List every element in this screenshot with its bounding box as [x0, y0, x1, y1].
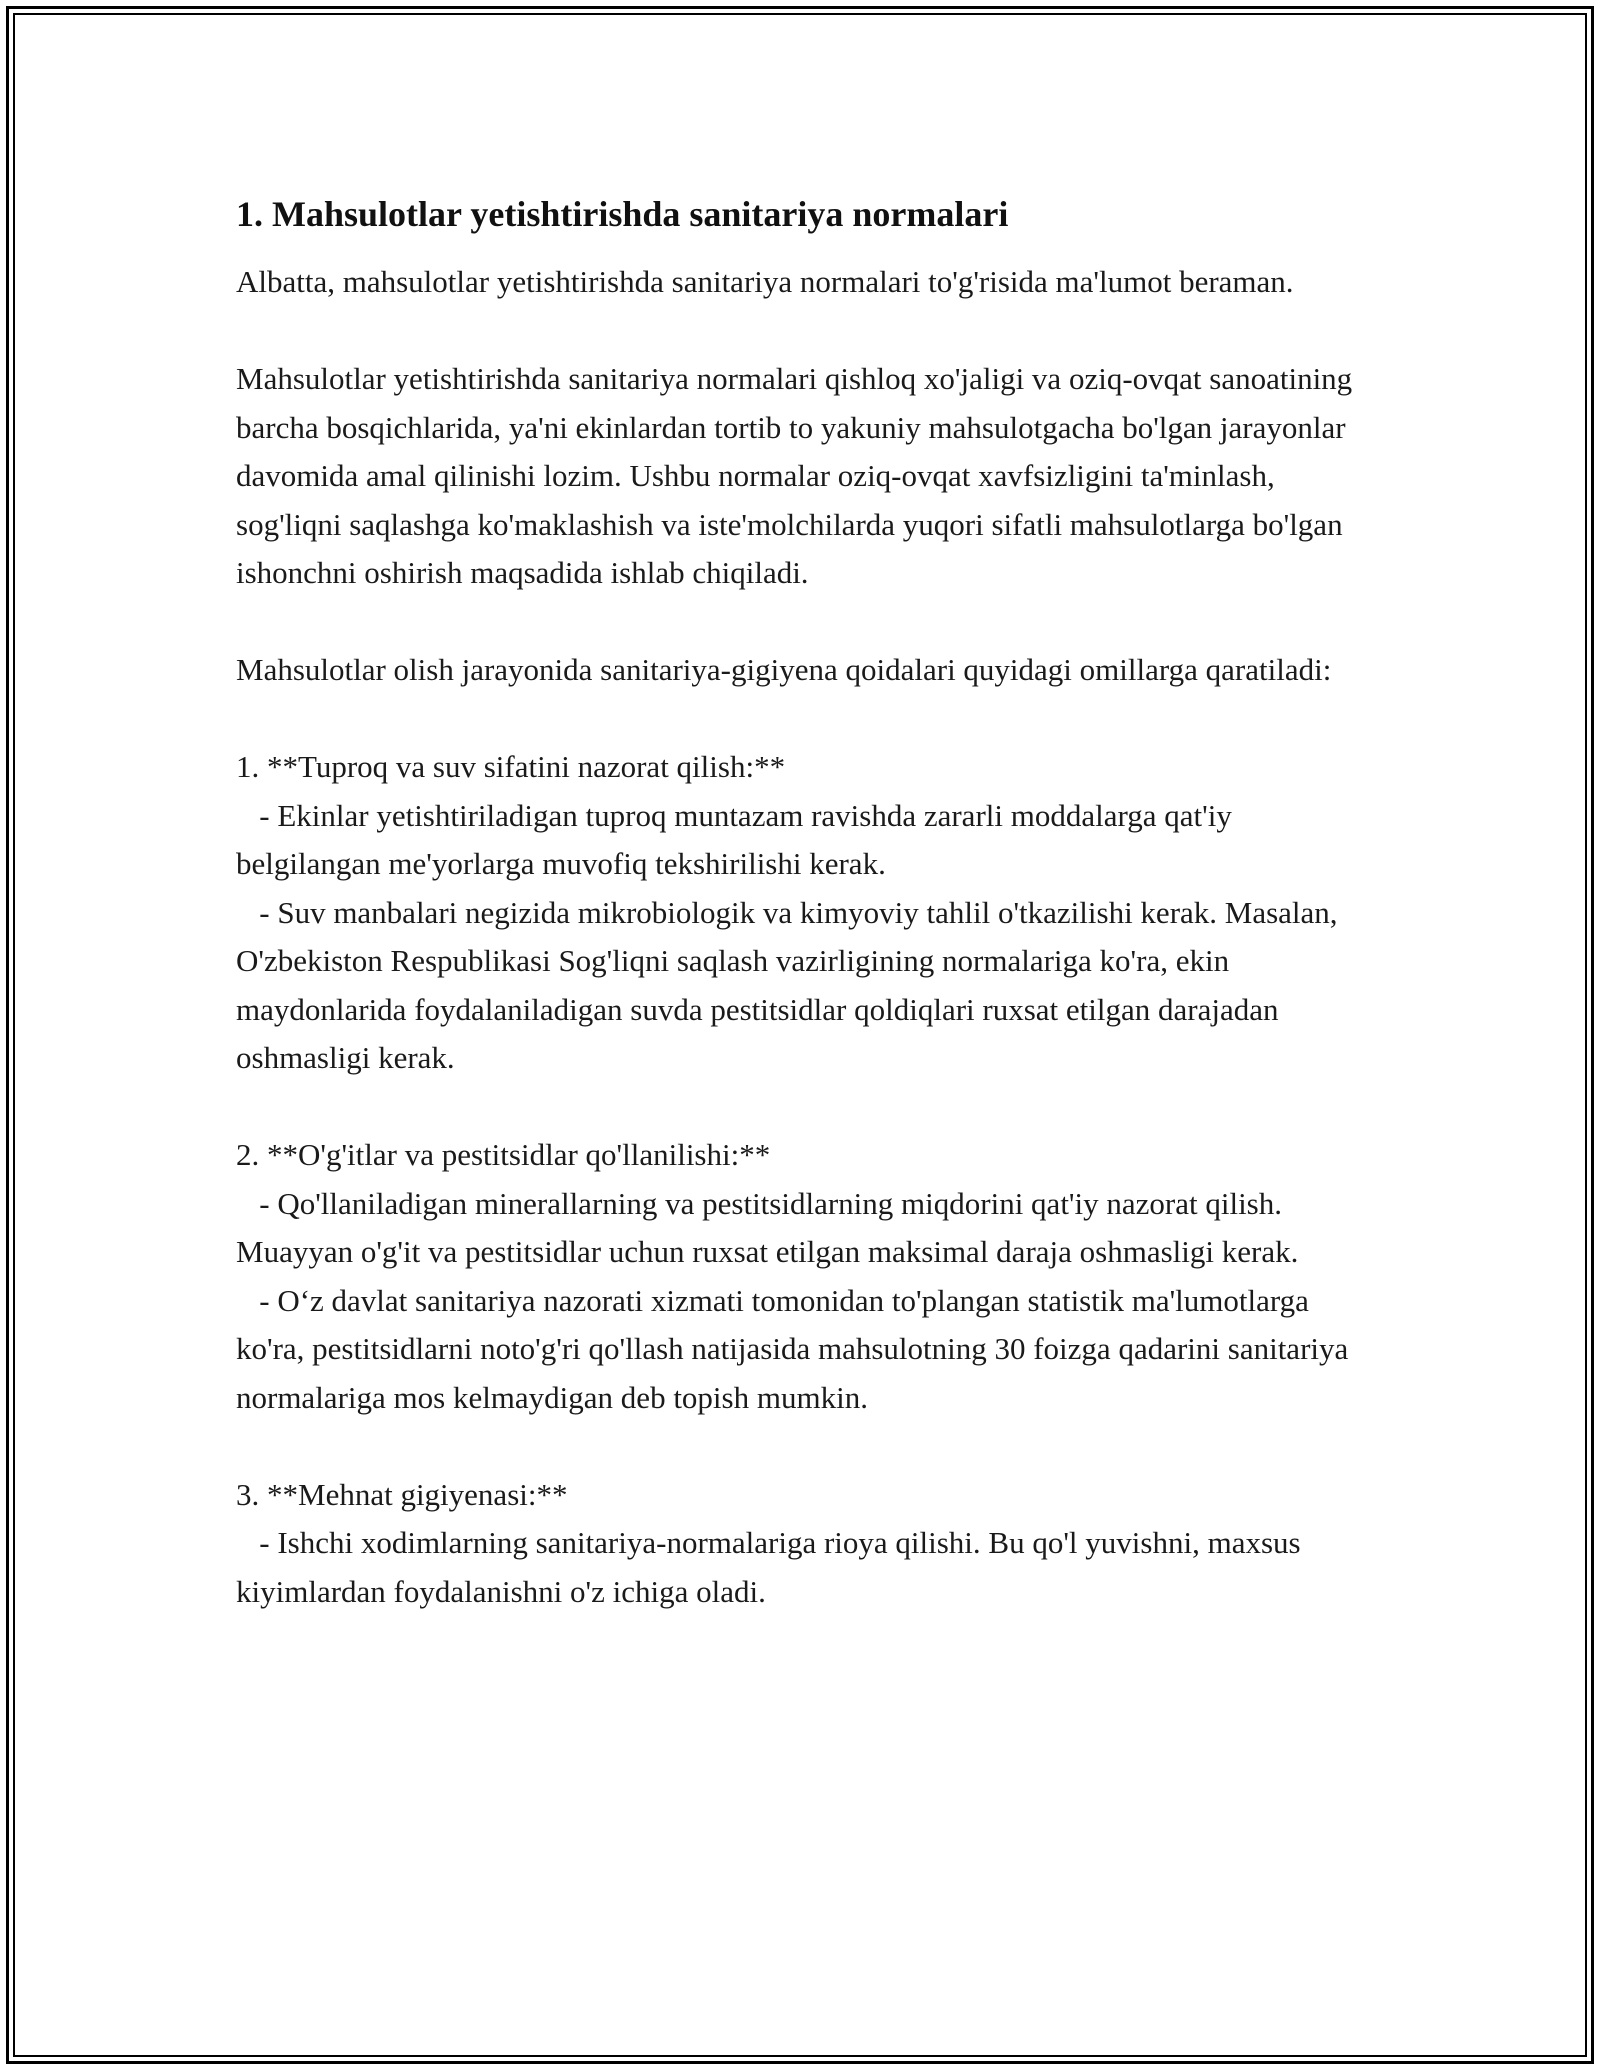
paragraph-spacer	[236, 1083, 1356, 1132]
section-item: - Ekinlar yetishtiriladigan tuproq muntazam ravishda zararli moddalarga qat'iy belgilangan me'yorlarga muvofiq tekshirilishi kerak.	[236, 797, 1240, 881]
section-item: - Suv manbalari negizida mikrobiologik va kimyoviy tahlil o'tkazilishi kerak. Masalan, O'zbekiston Respublikasi Sog'liqni saqlash vazirligining normalariga ko'ra, ekin maydonlarida foydalaniladigan suvda pestitsidlar qoldiqlari ruxsat etilgan darajadan oshmasligi kerak.	[236, 894, 1346, 1075]
section-2	[236, 1131, 1356, 1422]
section-item: - Qo'llaniladigan minerallarning va pestitsidlarning miqdorini qat'iy nazorat qilish. Muayyan o'g'it va pestitsidlar uchun ruxsat etilgan maksimal daraja oshmasligi kerak.	[236, 1185, 1299, 1269]
section-3	[236, 1471, 1356, 1617]
section-item: - O‘z davlat sanitariya nazorati xizmati tomonidan to'plangan statistik ma'lumotlarga ko'ra, pestitsidlarni noto'g'ri qo'llash natijasida mahsulotning 30 foizga qadarini sanitariya normalariga mos kelmaydigan deb topish mumkin.	[236, 1282, 1357, 1415]
paragraph-spacer	[236, 695, 1356, 744]
section-heading: 1. **Tuproq va suv sifatini nazorat qilish:**	[236, 749, 786, 784]
section-1	[236, 743, 1356, 1083]
section-item: - Ishchi xodimlarning sanitariya-normalariga rioya qilishi. Bu qo'l yuvishni, maxsus kiyimlardan foydalanishni o'z ichiga oladi.	[236, 1525, 1309, 1609]
body-paragraph-1: Mahsulotlar yetishtirishda sanitariya normalari qishloq xo'jaligi va oziq-ovqat sanoatining barcha bosqichlarida, ya'ni ekinlardan tortib to yakuniy mahsulotgacha bo'lgan jarayonlar davomida amal qilinishi lozim. Ushbu normalar oziq-ovqat xavfsizligini ta'minlash, sog'liqni saqlashga ko'maklashish va iste'molchilarda yuqori sifatli mahsulotlarga bo'lgan ishonchni oshirish maqsadida ishlab chiqiladi.	[236, 361, 1360, 590]
paragraph-spacer	[236, 307, 1356, 356]
section-heading: 3. **Mehnat gigiyenasi:**	[236, 1476, 568, 1512]
document-title: 1. Mahsulotlar yetishtirishda sanitariya normalari	[236, 194, 1009, 234]
document-body	[236, 188, 1360, 1616]
paragraph-spacer	[236, 1422, 1356, 1471]
intro-paragraph: Albatta, mahsulotlar yetishtirishda sanitariya normalari to'g'risida ma'lumot beraman.	[236, 264, 1294, 299]
body-paragraph-2: Mahsulotlar olish jarayonida sanitariya-gigiyena qoidalari quyidagi omillarga qaratiladi:	[236, 652, 1332, 687]
paragraph-spacer	[236, 598, 1356, 647]
section-heading: 2. **O'g'itlar va pestitsidlar qo'llanilishi:**	[236, 1137, 771, 1172]
